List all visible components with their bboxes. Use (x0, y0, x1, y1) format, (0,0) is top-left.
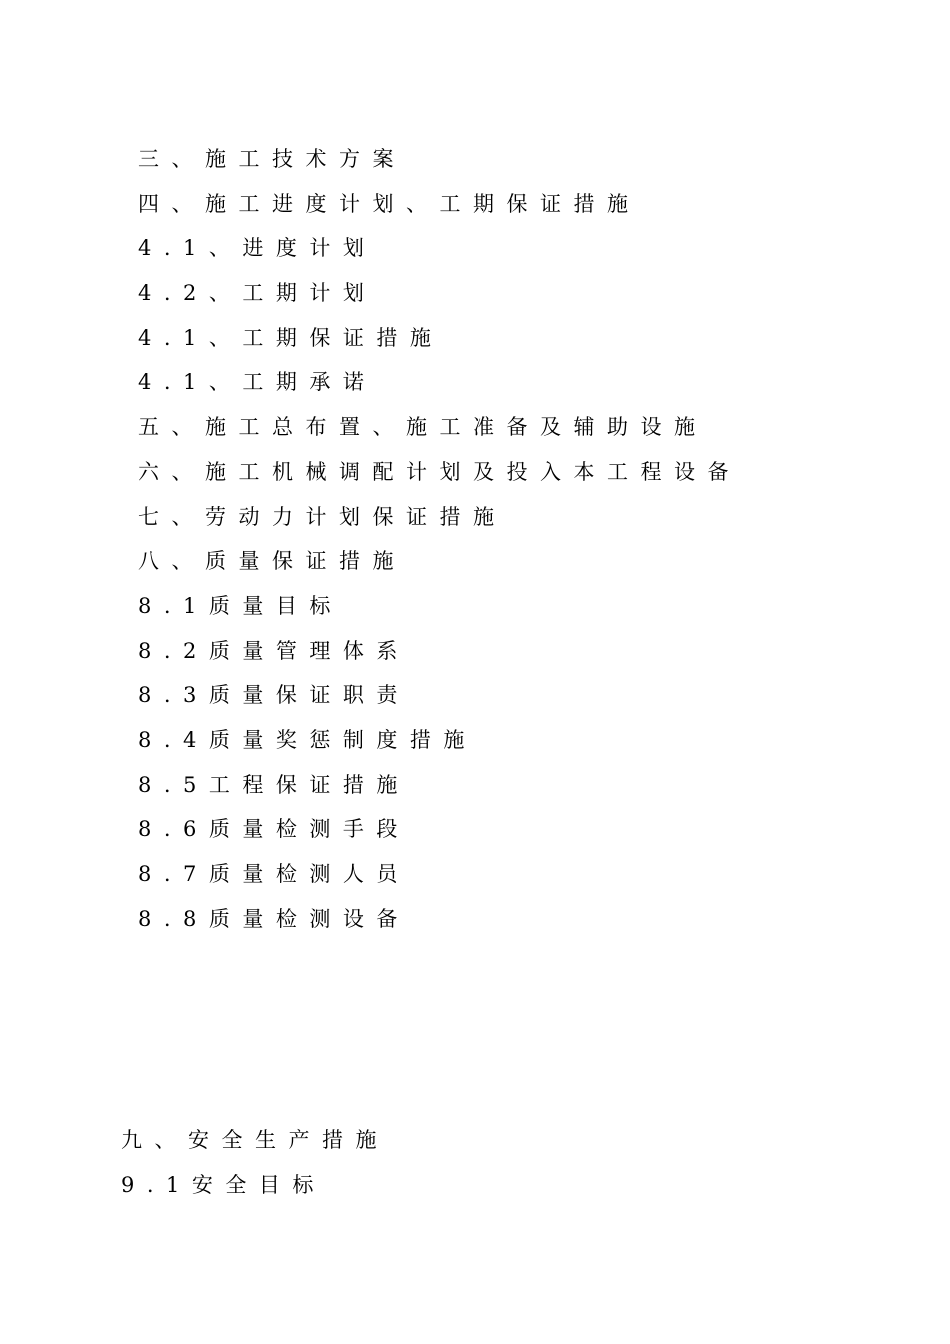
toc-line: 七、劳动力计划保证措施 (138, 504, 507, 529)
toc-line: 4.1、工期保证措施 (138, 325, 444, 350)
toc-line: 8.2质量管理体系 (138, 638, 410, 663)
toc-line: 8.7质量检测人员 (138, 862, 410, 886)
toc-line: 三、施工技术方案 (138, 147, 406, 171)
toc-line: 8.1质量目标 (138, 593, 343, 618)
toc-line: 四、施工进度计划、工期保证措施 (138, 191, 641, 216)
toc-line: 8.4质量奖惩制度措施 (138, 727, 477, 752)
toc-line: 8.5工程保证措施 (138, 772, 410, 797)
toc-line: 8.8质量检测设备 (138, 906, 410, 931)
table-of-contents-continued (121, 1121, 841, 1210)
toc-line: 八、质量保证措施 (138, 549, 406, 574)
toc-line: 8.3质量保证职责 (138, 683, 410, 708)
toc-line: 九、安全生产措施 (121, 1128, 389, 1152)
toc-line: 六、施工机械调配计划及投入本工程设备 (138, 459, 741, 484)
toc-line: 4.1、工期承诺 (138, 370, 377, 395)
toc-line: 4.1、进度计划 (138, 236, 377, 261)
toc-line: 4.2、工期计划 (138, 281, 377, 306)
toc-line: 9.1安全目标 (121, 1172, 326, 1197)
toc-line: 五、施工总布置、施工准备及辅助设施 (138, 415, 708, 440)
toc-line: 8.6质量检测手段 (138, 817, 410, 842)
table-of-contents (138, 140, 858, 944)
